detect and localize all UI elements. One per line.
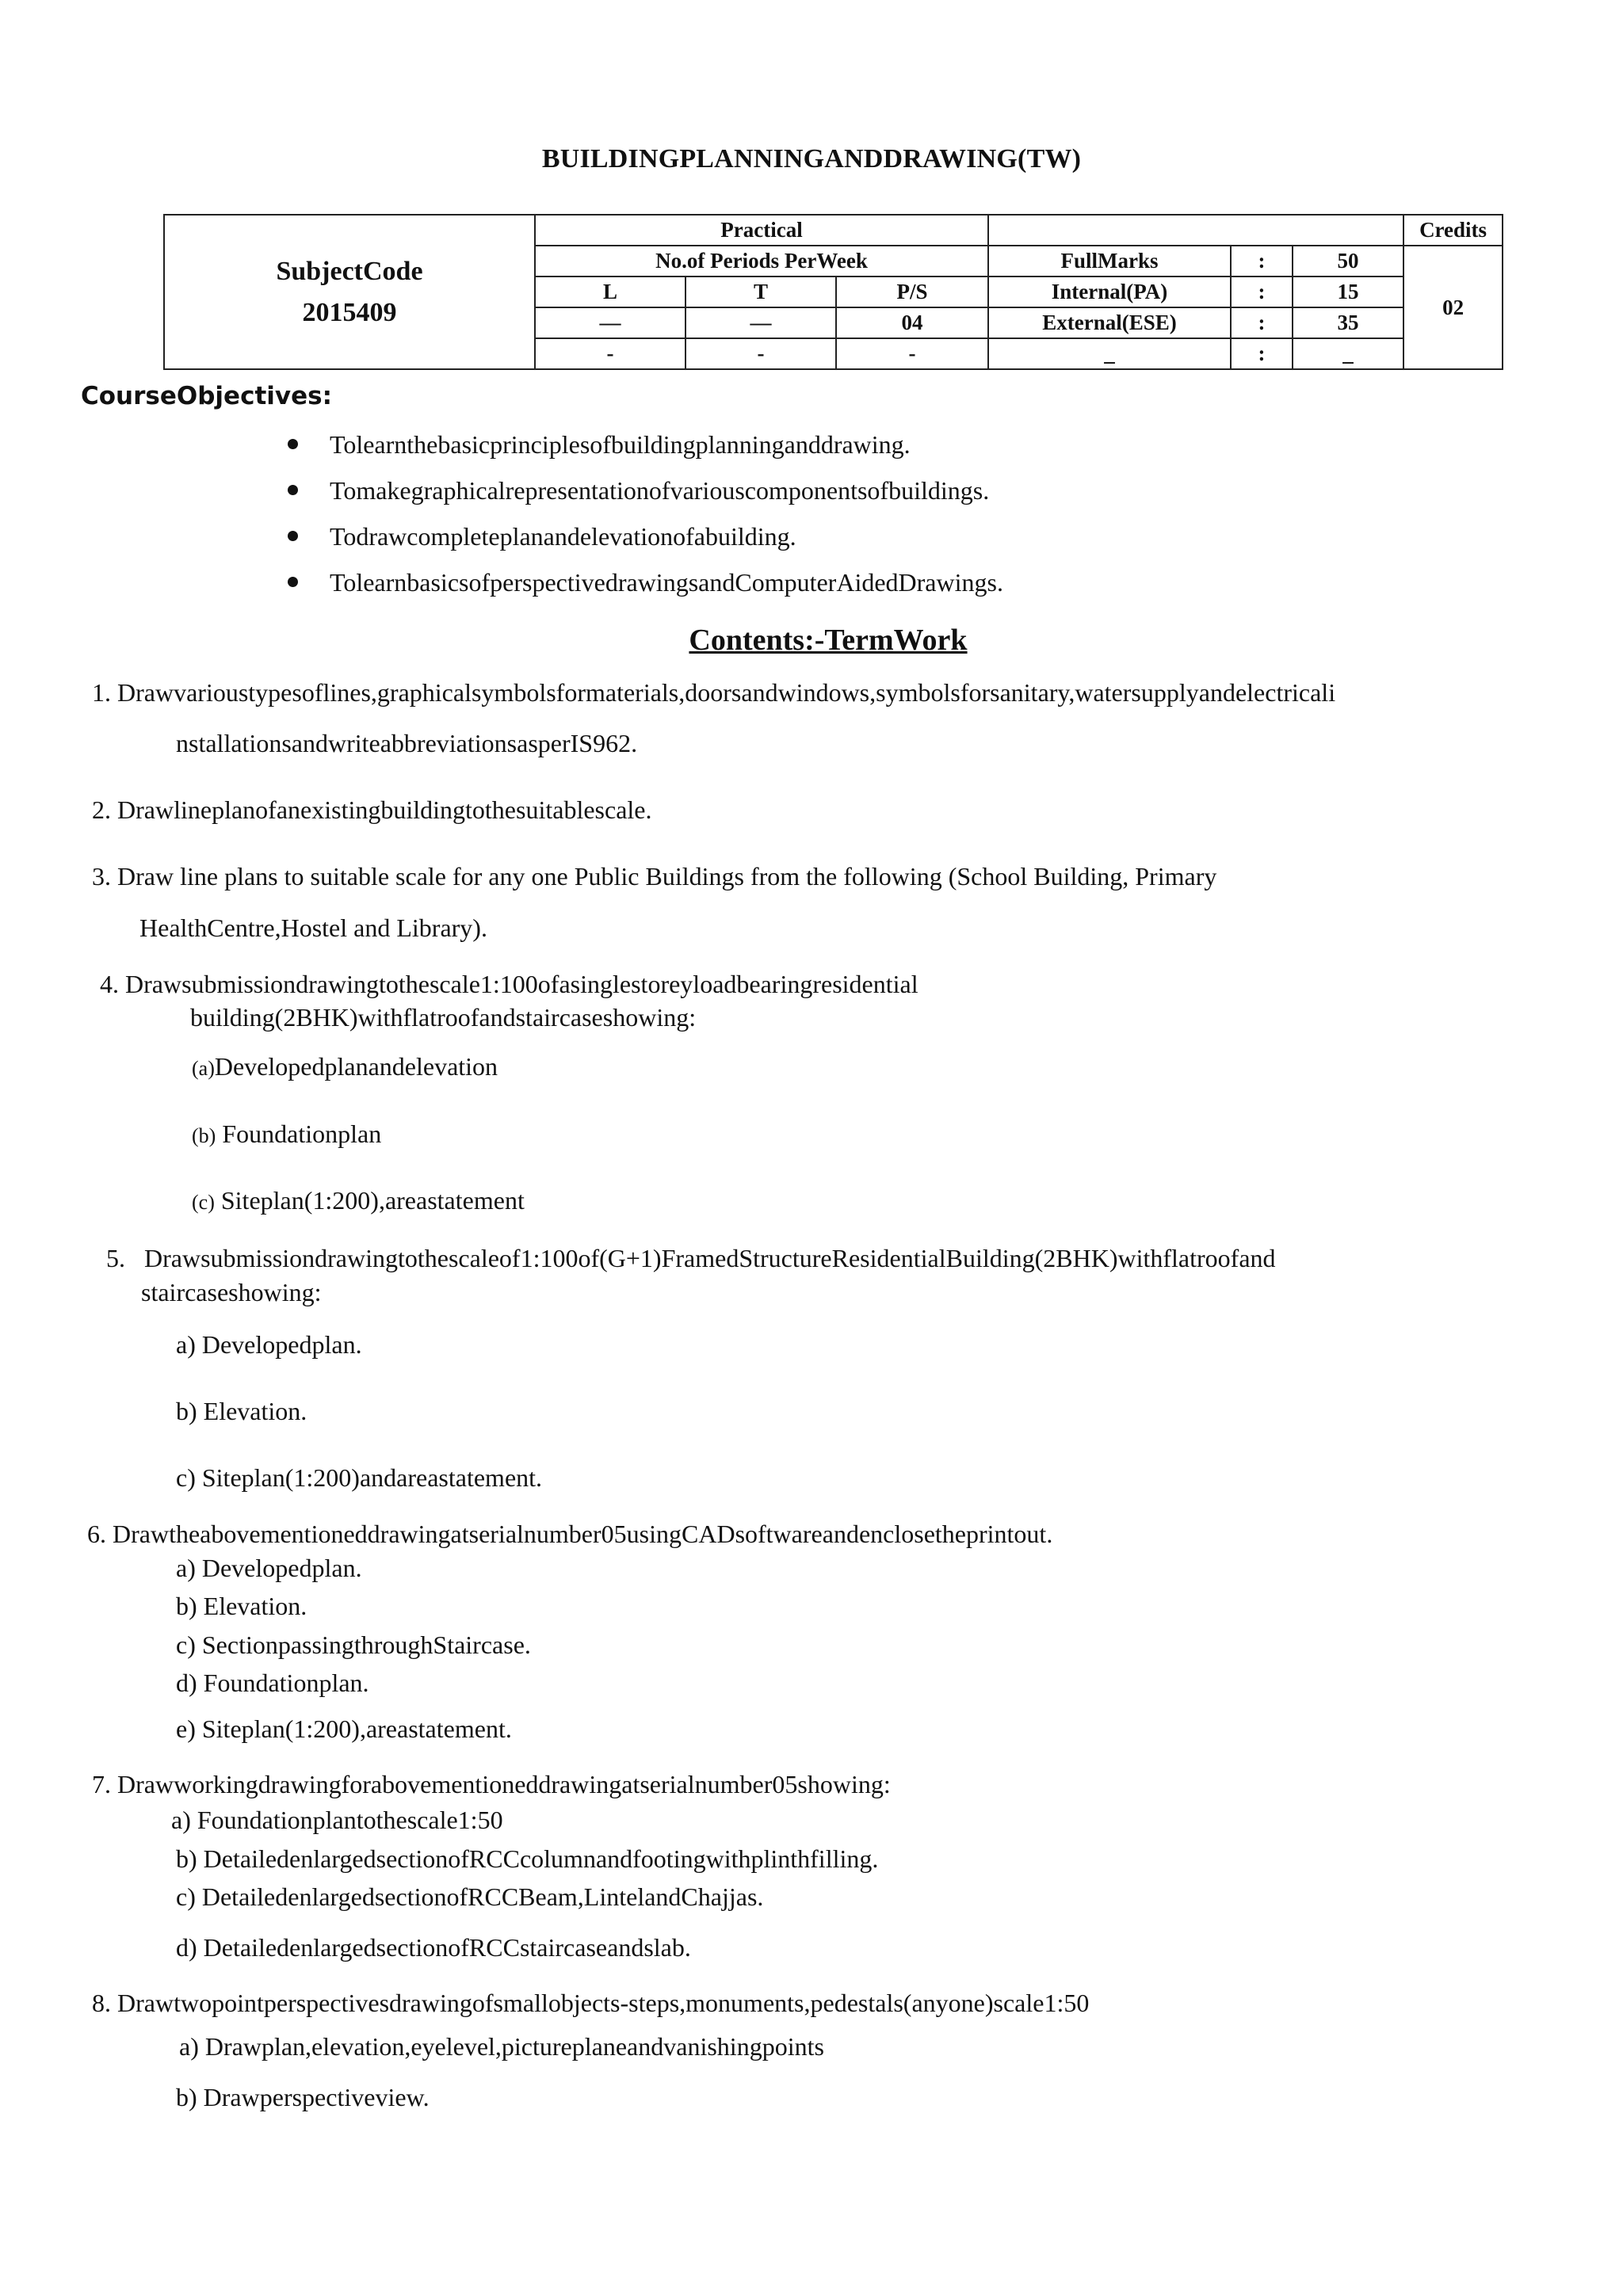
item-4-line-1: 4. Drawsubmissiondrawingtothescale1:100ofasinglestoreyloadbearingresidential: [100, 970, 918, 998]
item-5-c: c) Siteplan(1:200)andareastatement.: [176, 1463, 543, 1492]
internal-label: Internal(PA): [988, 277, 1231, 307]
objective-text: Tolearnthebasicprinciplesofbuildingplanninganddrawing.: [330, 430, 911, 459]
objectives-list: [281, 421, 1003, 605]
lecture-value: —: [535, 307, 685, 338]
item-6: 6. Drawtheabovementioneddrawingatserialnumber05usingCADsoftwareandenclosetheprintout.: [87, 1520, 1053, 1548]
objective-text: Tomakegraphicalrepresentationofvariouscomponentsofbuildings.: [330, 476, 990, 505]
list-item: [281, 513, 1003, 559]
item-1-line-2: nstallationsandwriteabbreviationsasperIS962.: [176, 729, 638, 757]
item-5-line-1: 5. Drawsubmissiondrawingtothescaleof1:100of(G+1)FramedStructureResidentialBuilding(2BHK)withflatroofand: [106, 1244, 1276, 1272]
sub-item-label: (c): [192, 1191, 215, 1214]
item-4-line-2: building(2BHK)withflatroofandstaircaseshowing:: [190, 1003, 697, 1032]
dash-cell: -: [836, 338, 988, 369]
dash-cell: -: [685, 338, 836, 369]
item-6-c: c) SectionpassingthroughStaircase.: [176, 1630, 531, 1659]
item-1-line-1: 1. Drawvarioustypesoflines,graphicalsymbolsformaterials,doorsandwindows,symbolsforsanitary,watersupplyandelectricali: [92, 678, 1336, 707]
colon-cell: :: [1231, 307, 1293, 338]
internal-value: 15: [1293, 277, 1403, 307]
item-8: 8. Drawtwopointperspectivesdrawingofsmallobjects-steps,monuments,pedestals(anyone)scale1:50: [92, 1989, 1090, 2017]
underscore-cell: _: [988, 338, 1231, 369]
item-5-a: a) Developedplan.: [176, 1330, 362, 1359]
external-value: 35: [1293, 307, 1403, 338]
item-2: 2. Drawlineplanofanexistingbuildingtothesuitablescale.: [92, 795, 652, 824]
item-6-e: e) Siteplan(1:200),areastatement.: [176, 1714, 512, 1743]
full-marks-value: 50: [1293, 246, 1403, 277]
credits-header: Credits: [1403, 215, 1503, 246]
bullet-icon: [288, 485, 298, 495]
bullet-icon: [288, 531, 298, 541]
item-8-b: b) Drawperspectiveview.: [176, 2083, 430, 2111]
bullet-icon: [288, 577, 298, 587]
objective-text: Todrawcompleteplanandelevationofabuilding.: [330, 522, 796, 551]
practical-sessional-value: 04: [836, 307, 988, 338]
item-7-d: d) DetailedenlargedsectionofRCCstaircaseandslab.: [176, 1933, 691, 1962]
practical-sessional-header: P/S: [836, 277, 988, 307]
contents-heading: Contents:-TermWork: [689, 624, 968, 657]
subject-code-cell: [164, 215, 535, 369]
item-4-b: [192, 1119, 381, 1149]
underscore-cell: _: [1293, 338, 1403, 369]
item-7-b: b) DetailedenlargedsectionofRCCcolumnandfootingwithplinthfilling.: [176, 1844, 879, 1873]
dash-cell: -: [535, 338, 685, 369]
periods-per-week-header: No.of Periods PerWeek: [535, 246, 988, 277]
item-8-a: a) Drawplan,elevation,eyelevel,pictureplaneandvanishingpoints: [179, 2032, 824, 2061]
practical-header: Practical: [535, 215, 988, 246]
bullet-icon: [288, 439, 298, 449]
colon-cell: :: [1231, 277, 1293, 307]
item-7-c: c) DetailedenlargedsectionofRCCBeam,LintelandChajjas.: [176, 1882, 764, 1911]
item-3-line-1: 3. Draw line plans to suitable scale for any one Public Buildings from the following (School Building, Primary: [92, 862, 1217, 891]
list-item: [281, 421, 1003, 467]
subject-info-table: [163, 214, 1503, 370]
item-4-a: [192, 1052, 498, 1081]
item-5-line-2: staircaseshowing:: [141, 1278, 322, 1306]
sub-item-text: Siteplan(1:200),areastatement: [220, 1186, 525, 1215]
item-7-a: a) Foundationplantothescale1:50: [171, 1806, 503, 1834]
list-item: [281, 559, 1003, 605]
item-3-line-2: HealthCentre,Hostel and Library).: [139, 913, 487, 942]
tutorial-header: T: [685, 277, 836, 307]
item-6-b: b) Elevation.: [176, 1592, 307, 1620]
credits-value: 02: [1403, 246, 1503, 369]
item-5-b: b) Elevation.: [176, 1397, 307, 1425]
blank-header-cell: [988, 215, 1403, 246]
item-6-a: a) Developedplan.: [176, 1554, 362, 1582]
external-label: External(ESE): [988, 307, 1231, 338]
subject-code-label: SubjectCode: [276, 256, 423, 286]
item-4-c: [192, 1186, 525, 1215]
sub-item-text: Developedplanandelevation: [214, 1052, 498, 1081]
sub-item-label: (b): [192, 1124, 216, 1147]
document-title: BUILDINGPLANNINGANDDRAWING(TW): [541, 144, 1082, 174]
lecture-header: L: [535, 277, 685, 307]
subject-code-value: 2015409: [302, 297, 397, 327]
objective-text: TolearnbasicsofperspectivedrawingsandComputerAidedDrawings.: [330, 568, 1003, 597]
colon-cell: :: [1231, 338, 1293, 369]
item-6-d: d) Foundationplan.: [176, 1669, 369, 1697]
course-objectives-heading: CourseObjectives:: [81, 382, 332, 410]
sub-item-label: (a): [192, 1057, 215, 1080]
item-7: 7. Drawworkingdrawingforabovementioneddrawingatserialnumber05showing:: [92, 1770, 891, 1798]
sub-item-text: Foundationplan: [222, 1119, 382, 1148]
full-marks-label: FullMarks: [988, 246, 1231, 277]
list-item: [281, 467, 1003, 513]
tutorial-value: —: [685, 307, 836, 338]
colon-cell: :: [1231, 246, 1293, 277]
